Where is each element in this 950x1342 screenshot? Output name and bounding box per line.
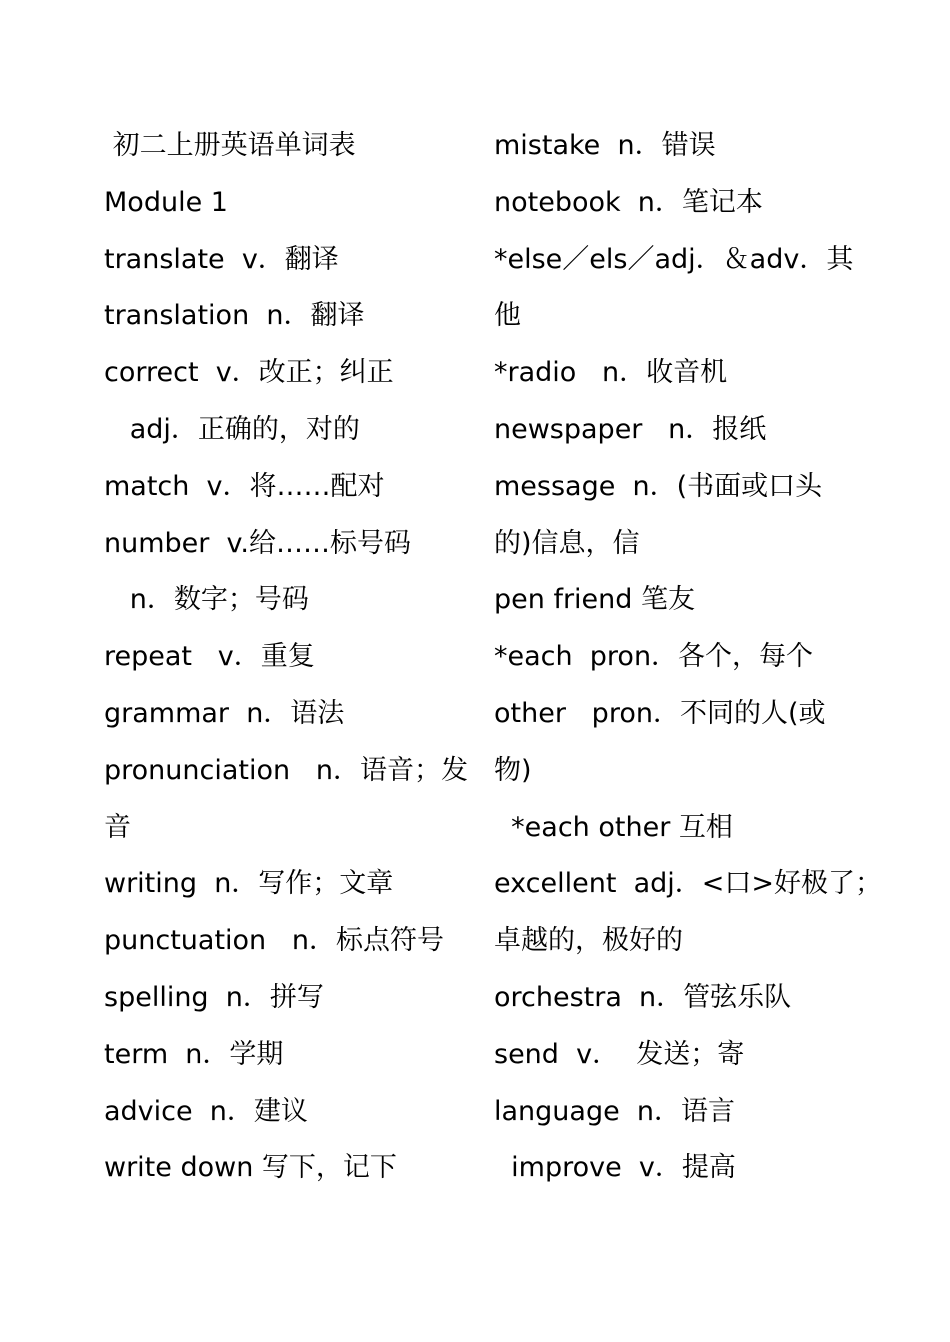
vocab-line: improve v．提高 xyxy=(494,1152,736,1184)
vocab-line: 的)信息，信 xyxy=(494,527,640,559)
vocab-line: number v.给……标号码 xyxy=(104,527,412,559)
right-column xyxy=(494,118,883,1197)
vocab-line: *radio n．收音机 xyxy=(494,357,728,389)
vocab-line: *each other 互相 xyxy=(494,811,733,843)
vocab-line: n．数字；号码 xyxy=(104,584,309,616)
page-title: 初二上册英语单词表 xyxy=(104,130,356,161)
vocab-line: pronunciation n．语音；发 xyxy=(104,754,468,786)
vocab-line: translate v．翻译 xyxy=(104,243,339,275)
vocab-line: adj．正确的，对的 xyxy=(104,413,360,445)
vocab-line: 卓越的，极好的 xyxy=(494,925,683,957)
left-column xyxy=(104,118,474,1197)
vocab-line: term n．学期 xyxy=(104,1038,284,1070)
module-heading: Module 1 xyxy=(104,186,228,218)
vocab-line: message n．(书面或口头 xyxy=(494,470,823,502)
vocab-line: newspaper n．报纸 xyxy=(494,413,767,445)
vocab-line: excellent adj．<口>好极了； xyxy=(494,868,883,900)
vocab-line: mistake n．错误 xyxy=(494,130,716,161)
vocab-line: 物) xyxy=(494,754,532,786)
vocab-line: punctuation n．标点符号 xyxy=(104,925,445,957)
vocab-line: *each pron．各个，每个 xyxy=(494,641,814,673)
vocab-line: match v．将……配对 xyxy=(104,470,385,502)
vocab-line: writing n．写作；文章 xyxy=(104,868,394,900)
vocab-line: language n．语言 xyxy=(494,1095,735,1127)
vocab-line: 音 xyxy=(104,811,131,843)
vocab-line: write down 写下，记下 xyxy=(104,1152,397,1184)
vocab-line: grammar n．语法 xyxy=(104,697,345,729)
vocab-line: notebook n．笔记本 xyxy=(494,186,763,218)
vocab-line: *else／els／adj．＆adv．其 xyxy=(494,243,854,275)
vocab-line: pen friend 笔友 xyxy=(494,584,695,616)
vocab-line: orchestra n．管弦乐队 xyxy=(494,981,792,1013)
vocab-line: advice n．建议 xyxy=(104,1095,308,1127)
vocab-line: other pron．不同的人(或 xyxy=(494,697,826,729)
vocab-line: send v． 发送；寄 xyxy=(494,1038,745,1070)
vocab-line: 他 xyxy=(494,300,521,332)
vocab-line: spelling n．拼写 xyxy=(104,981,324,1013)
vocab-line: translation n．翻译 xyxy=(104,300,365,332)
vocab-line: repeat v．重复 xyxy=(104,641,315,673)
vocab-line: correct v．改正；纠正 xyxy=(104,357,394,389)
